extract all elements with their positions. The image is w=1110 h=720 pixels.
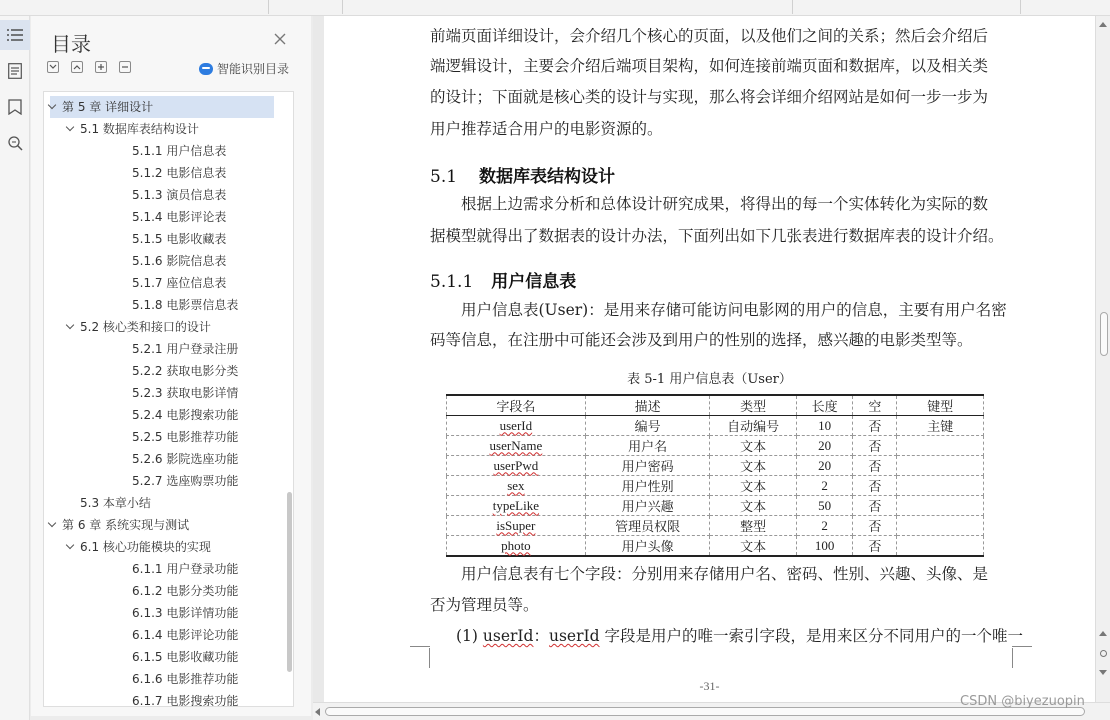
table-header-cell: 描述 [585,395,710,416]
table-cell: 50 [796,496,852,516]
colon: ： [533,627,549,645]
table-body [447,416,984,557]
toc-item-label: 5.2.7 选座购票功能 [132,474,239,488]
table-header-cell: 空 [853,395,897,416]
close-icon[interactable] [271,30,289,48]
paragraph-line: 码等信息，在注册中可能还会涉及到用户的性别的选择，感兴趣的电影类型等。 [430,331,973,349]
page-margin-corner [410,646,430,647]
prev-page-icon[interactable] [1099,631,1107,636]
table-cell: userName [447,436,586,456]
toc-panel [31,16,311,716]
table-cell: 自动编号 [710,416,796,436]
list-item-1 [456,624,1023,646]
toc-item[interactable] [44,360,284,382]
toc-item-label: 6.1.6 电影推荐功能 [132,672,239,686]
table-row [447,536,984,557]
find-replace-icon[interactable] [0,128,30,158]
heading-text: 用户信息表 [491,272,577,292]
table-row [447,516,984,536]
toc-list [44,96,284,707]
table-row [447,456,984,476]
toc-item-label: 6.1 核心功能模块的实现 [80,540,211,554]
page-margin-corner [1012,648,1032,668]
heading-number: 5.1 [430,167,458,187]
collapse-all-icon[interactable] [71,61,83,73]
heading-5-1-1 [430,267,576,292]
table-cell [897,536,984,557]
table-cell: 管理员权限 [585,516,710,536]
table-caption: 表 5-1 用户信息表（User） [627,372,792,387]
table-cell: 10 [796,416,852,436]
page-margin-corner [1012,646,1032,647]
chevron-down-icon[interactable] [66,541,74,549]
term-userId: userId [549,627,600,645]
table-row [447,436,984,456]
toc-item-label: 5.2.6 影院选座功能 [132,452,239,466]
minus-icon[interactable] [119,61,131,73]
toc-item-label: 5.3 本章小结 [80,496,151,510]
vertical-scrollbar[interactable] [1095,16,1110,702]
table-cell: 文本 [710,536,796,557]
table-row [447,496,984,516]
scroll-left-icon[interactable] [315,708,320,716]
table-cell: 主键 [897,416,984,436]
toc-item[interactable] [44,492,284,514]
table-cell: 用户密码 [585,456,710,476]
watermark: CSDN @biyezuopin [960,694,1085,709]
toc-item[interactable] [44,184,284,206]
paragraph-line: 用户信息表(User)：是用来存储可能访问电影网的用户的信息，主要有用户名密 [461,301,1007,319]
toc-item[interactable] [44,602,284,624]
table-cell: 100 [796,536,852,557]
toc-item[interactable] [44,514,284,536]
table-cell: 用户兴趣 [585,496,710,516]
paragraph-line: 据模型就得出了数据表的设计办法，下面列出如下几张表进行数据库表的设计介绍。 [430,227,1004,245]
side-icon-rail [0,16,30,720]
list-marker: (1) [456,627,478,645]
toc-tree [43,91,294,707]
toc-item[interactable] [44,338,284,360]
toc-item[interactable] [44,250,284,272]
chevron-down-icon[interactable] [66,123,74,131]
toc-item[interactable] [44,536,284,558]
toc-item-label: 5.1.2 电影信息表 [132,166,227,180]
paragraph-line: 否为管理员等。 [430,596,539,614]
table-cell: 否 [853,496,897,516]
table-cell [897,496,984,516]
table-cell: 文本 [710,456,796,476]
toc-item-label: 5.1.6 影院信息表 [132,254,227,268]
toc-item[interactable] [44,404,284,426]
table-cell: 2 [796,516,852,536]
toc-item[interactable] [44,690,284,707]
toc-item-label: 第 5 章 详细设计 [62,100,154,114]
chevron-down-icon[interactable] [66,321,74,329]
toc-item[interactable] [44,118,284,140]
table-cell [897,476,984,496]
next-page-icon[interactable] [1099,670,1107,675]
toc-item-label: 6.1.4 电影评论功能 [132,628,239,642]
table-cell: 用户头像 [585,536,710,557]
table-cell: 20 [796,456,852,476]
toc-item-label: 5.2.4 电影搜索功能 [132,408,239,422]
table-cell: typeLike [447,496,586,516]
toc-item[interactable] [44,316,284,338]
smart-toc-label: 智能识别目录 [217,62,290,76]
toc-item-label: 5.2.5 电影推荐功能 [132,430,239,444]
table-cell: 文本 [710,436,796,456]
table-header-row [447,395,984,416]
toc-item-label: 第 6 章 系统实现与测试 [62,518,190,532]
table-row [447,476,984,496]
table-cell: 用户性别 [585,476,710,496]
expand-all-icon[interactable] [47,61,59,73]
table-cell: 文本 [710,496,796,516]
document-page[interactable] [324,16,1095,702]
table-cell: 否 [853,436,897,456]
table-row [447,416,984,436]
table-cell: 用户名 [585,436,710,456]
select-browse-object-icon[interactable] [1100,650,1107,657]
table-cell: 否 [853,476,897,496]
toolbar-divider [792,0,793,14]
table-cell: 否 [853,516,897,536]
toc-item-label: 6.1.5 电影收藏功能 [132,650,239,664]
table-header-cell: 类型 [710,395,796,416]
toc-item-label: 5.2 核心类和接口的设计 [80,320,211,334]
toc-item[interactable] [44,668,284,690]
toolbar-divider [342,0,343,14]
toc-item-label: 5.2.1 用户登录注册 [132,342,239,356]
toc-item-label: 5.1.3 演员信息表 [132,188,227,202]
toc-item-label: 5.1.5 电影收藏表 [132,232,227,246]
toc-scrollbar[interactable] [287,492,292,672]
table-cell [897,436,984,456]
table-cell: photo [447,536,586,557]
table-header-cell: 长度 [796,395,852,416]
toc-item[interactable] [44,580,284,602]
table-cell: 文本 [710,476,796,496]
toc-item[interactable] [44,470,284,492]
table-cell: 否 [853,536,897,557]
table-cell: userId [447,416,586,436]
table-cell: 整型 [710,516,796,536]
paragraph-line: 根据上边需求分析和总体设计研究成果，将得出的每一个实体转化为实际的数 [461,195,989,213]
toc-item[interactable] [44,272,284,294]
toolbar-divider [1020,0,1021,14]
toc-item[interactable] [44,228,284,250]
table-cell: 否 [853,456,897,476]
vertical-scroll-thumb[interactable] [1100,312,1108,356]
user-info-table [446,394,984,557]
toc-item[interactable] [44,294,284,316]
toc-item-label: 6.1.3 电影详情功能 [132,606,239,620]
table-cell [897,516,984,536]
toolbar-divider [268,0,269,14]
toc-item[interactable] [44,448,284,470]
toc-toolbar [47,61,131,73]
toc-item[interactable] [44,206,284,228]
toc-title: 目录 [51,32,91,56]
toc-item-label: 5.1.4 电影评论表 [132,210,227,224]
toc-item[interactable] [44,646,284,668]
toc-item[interactable] [44,140,284,162]
table-cell [897,456,984,476]
paragraph-line: 用户信息表有七个字段：分别用来存储用户名、密码、性别、兴趣、头像、是 [461,565,989,583]
chevron-down-icon[interactable] [48,101,56,109]
toc-item[interactable] [44,624,284,646]
heading-number: 5.1.1 [430,272,474,292]
toc-item-label: 5.1.8 电影票信息表 [132,298,239,312]
paragraph-line: 端逻辑设计，主要会介绍后端项目架构，如何连接前端页面和数据库，以及相关类 [430,57,989,75]
toc-item[interactable] [44,426,284,448]
table-cell: userPwd [447,456,586,476]
toc-item[interactable] [50,96,274,118]
toc-item-label: 6.1.1 用户登录功能 [132,562,239,576]
bookmark-icon[interactable] [0,92,30,122]
toc-item-label: 5.2.3 获取电影详情 [132,386,239,400]
paragraph-line: 的设计；下面就是核心类的设计与实现，那么将会详细介绍网站是如何一步一步为 [430,88,989,106]
term-userId: userId [482,627,534,645]
table-cell: 2 [796,476,852,496]
toc-item-label: 5.2.2 获取电影分类 [132,364,239,378]
top-toolbar [0,0,1110,16]
smart-recognize-icon [199,63,213,75]
table-cell: 20 [796,436,852,456]
toc-item-label: 6.1.7 电影搜索功能 [132,694,239,707]
outline-list-icon[interactable] [0,56,30,86]
toc-item[interactable] [44,382,284,404]
table-header-cell: 字段名 [447,395,586,416]
list-item-text: 字段是用户的唯一索引字段，是用来区分不同用户的一个唯一 [599,627,1024,645]
scroll-up-icon[interactable] [1099,22,1107,27]
table-header-cell: 键型 [897,395,984,416]
plus-icon[interactable] [95,61,107,73]
toc-item[interactable] [44,558,284,580]
toc-item-label: 6.1.2 电影分类功能 [132,584,239,598]
smart-toc-button[interactable] [199,60,289,77]
paragraph-line: 前端页面详细设计，会介绍几个核心的页面，以及他们之间的关系；然后会介绍后 [430,27,989,45]
toc-item-label: 5.1 数据库表结构设计 [80,122,199,136]
chevron-down-icon[interactable] [48,519,56,527]
page-margin-corner [410,648,430,668]
table-cell: 否 [853,416,897,436]
heading-5-1 [430,162,615,187]
page-number: -31- [699,679,720,693]
toc-item-label: 5.1.7 座位信息表 [132,276,227,290]
table-cell: 编号 [585,416,710,436]
toc-item-label: 5.1.1 用户信息表 [132,144,227,158]
toc-panel-icon[interactable] [0,20,30,50]
toc-item[interactable] [44,162,284,184]
table-cell: isSuper [447,516,586,536]
heading-text: 数据库表结构设计 [479,167,616,187]
table-cell: sex [447,476,586,496]
paragraph-line: 用户推荐适合用户的电影资源的。 [430,120,663,138]
